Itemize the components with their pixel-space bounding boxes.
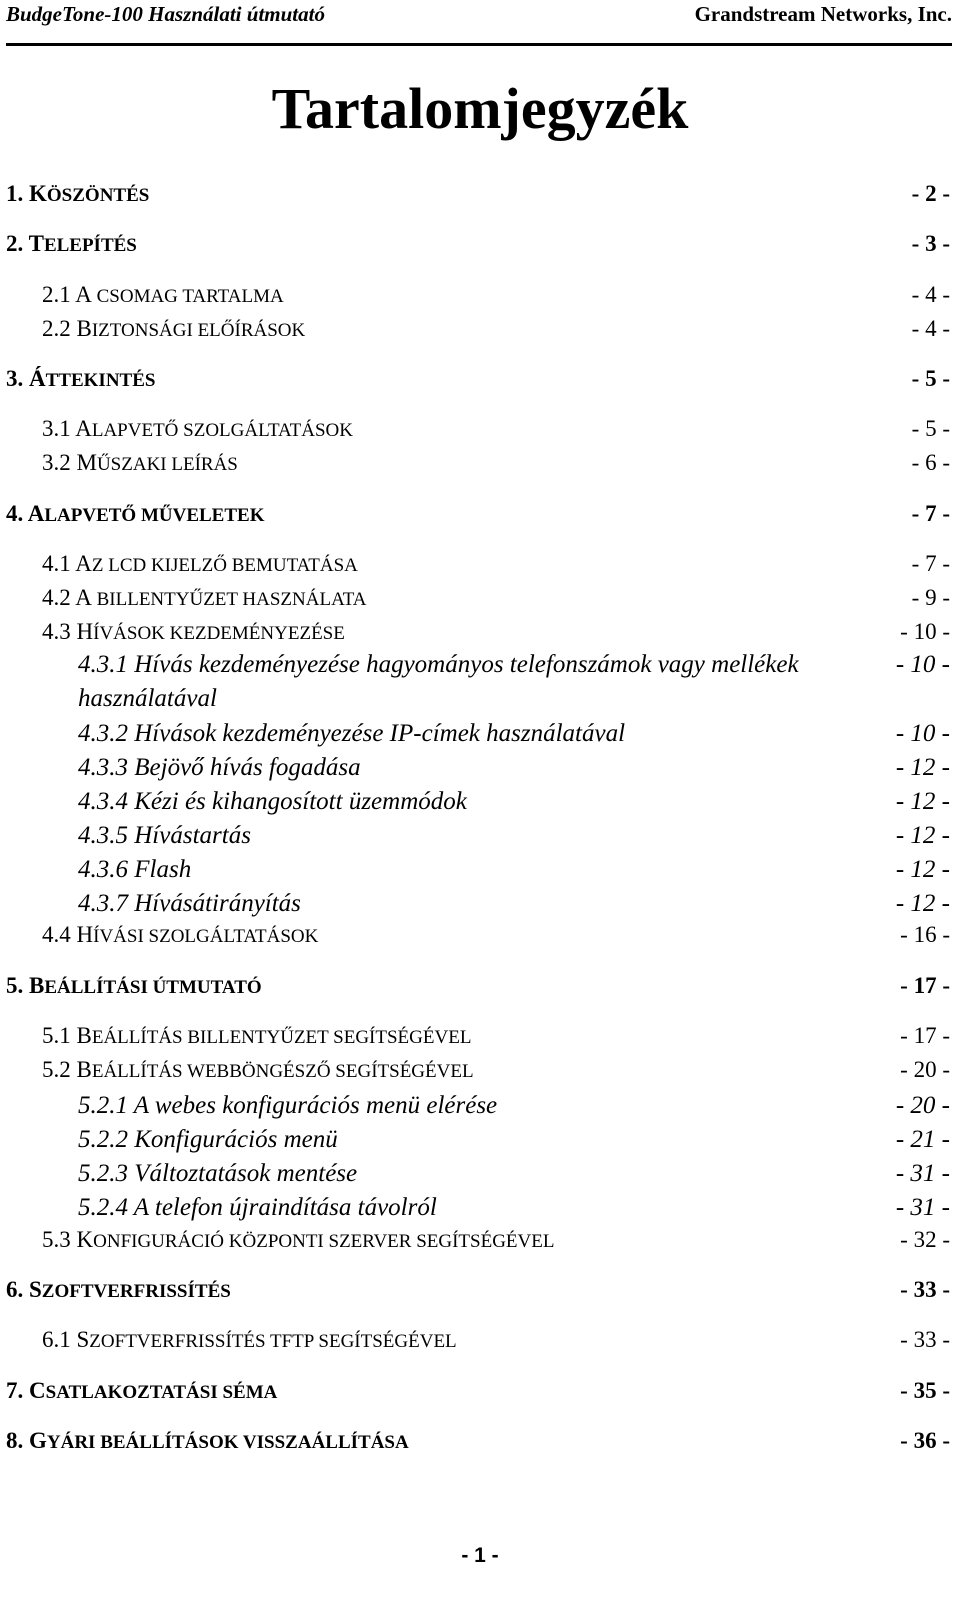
toc-entry-title bbox=[42, 1226, 554, 1256]
toc-entry-number: 5. bbox=[6, 973, 29, 998]
toc-entry[interactable] bbox=[6, 1157, 950, 1191]
toc-entry-page: - 17 - bbox=[900, 973, 950, 998]
header-company-name: Grandstream Networks, Inc. bbox=[694, 2, 952, 26]
toc-entry-rest: Z LCD KIJELZŐ BEMUTATÁSA bbox=[91, 555, 358, 576]
toc-entry-rest: LAPVETŐ SZOLGÁLTATÁSOK bbox=[91, 420, 353, 441]
toc-entry-rest: CSOMAG TARTALMA bbox=[91, 286, 284, 307]
toc-entry-page: - 10 - bbox=[895, 651, 950, 678]
toc-entry-number: 2.1 bbox=[42, 282, 76, 307]
toc-entry-number: 4.2 bbox=[42, 585, 76, 610]
toc-entry[interactable] bbox=[6, 1276, 950, 1306]
toc-entry-page: - 7 - bbox=[911, 551, 950, 576]
toc-entry-page: - 5 - bbox=[911, 366, 950, 391]
toc-entry[interactable] bbox=[6, 717, 950, 751]
toc-entry-number: 6.1 bbox=[42, 1327, 77, 1352]
toc-entry-title: 5.2.4 A telefon újraindítása távolról bbox=[78, 1194, 437, 1221]
toc-entry-page: - 36 - bbox=[900, 1428, 950, 1453]
toc-entry-initial: C bbox=[29, 1378, 46, 1403]
toc-entry[interactable] bbox=[6, 180, 950, 210]
toc-entry-rest: ZOFTVERFRISSÍTÉS bbox=[41, 1281, 231, 1302]
toc-entry-rest: EÁLLÍTÁSI ÚTMUTATÓ bbox=[44, 977, 262, 998]
toc-entry-number: 4.3 bbox=[42, 619, 77, 644]
toc-entry-title bbox=[6, 972, 262, 1002]
toc-entry-page: - 12 - bbox=[895, 754, 950, 781]
toc-entry-title bbox=[6, 1276, 231, 1306]
toc-entry[interactable] bbox=[6, 921, 950, 951]
toc-entry-rest: BILLENTYŰZET HASZNÁLATA bbox=[91, 589, 367, 610]
toc-entry[interactable] bbox=[6, 584, 950, 614]
toc-entry-initial: A bbox=[75, 551, 92, 576]
toc-title: Tartalomjegyzék bbox=[271, 76, 689, 141]
toc-entry-title: 4.3.6 Flash bbox=[78, 856, 192, 883]
toc-entry-number: 7. bbox=[6, 1378, 29, 1403]
toc-entry-number: 6. bbox=[6, 1277, 29, 1302]
toc-entry-page: - 10 - bbox=[900, 619, 950, 644]
toc-entry[interactable] bbox=[6, 1326, 950, 1356]
footer-page-number: - 1 - bbox=[461, 1544, 499, 1567]
toc-entry-rest: SATLAKOZTATÁSI SÉMA bbox=[45, 1382, 278, 1403]
toc-entry-page: - 4 - bbox=[911, 316, 950, 341]
toc-entry[interactable] bbox=[6, 315, 950, 345]
toc-entry-initial: A bbox=[27, 501, 45, 526]
toc-entry-number: 3.2 bbox=[42, 450, 77, 475]
toc-entry-number: 5.2 bbox=[42, 1057, 77, 1082]
toc-entry-title: 4.3.4 Kézi és kihangosított üzemmódok bbox=[78, 788, 467, 815]
toc-entry[interactable] bbox=[6, 853, 950, 887]
toc-entry-title bbox=[42, 618, 345, 648]
toc-entry-page: - 12 - bbox=[895, 822, 950, 849]
toc-entry-page: - 3 - bbox=[911, 231, 950, 256]
toc-entry-number: 3.1 bbox=[42, 416, 76, 441]
toc-entry[interactable] bbox=[6, 785, 950, 819]
toc-entry-page: - 16 - bbox=[900, 922, 950, 947]
toc-entry[interactable] bbox=[6, 1022, 950, 1052]
toc-entry-page: - 7 - bbox=[911, 501, 950, 526]
toc-entry[interactable] bbox=[6, 449, 950, 479]
toc-entry-page: - 21 - bbox=[895, 1126, 950, 1153]
toc-entry-rest: LAPVETŐ MŰVELETEK bbox=[44, 505, 265, 526]
toc-entry[interactable] bbox=[6, 1089, 950, 1123]
toc-entry[interactable] bbox=[6, 972, 950, 1002]
toc-entry[interactable] bbox=[6, 1427, 950, 1457]
toc-entry[interactable] bbox=[6, 500, 950, 530]
toc-entry-number: 2. bbox=[6, 231, 29, 256]
toc-entry-page: - 5 - bbox=[911, 416, 950, 441]
toc-entry[interactable] bbox=[6, 887, 950, 921]
toc-entry-title bbox=[42, 921, 318, 951]
toc-entry[interactable] bbox=[6, 550, 950, 580]
toc-entry-initial: A bbox=[75, 282, 92, 307]
toc-entry-title bbox=[42, 315, 305, 345]
toc-entry-rest: ELEPÍTÉS bbox=[43, 235, 137, 256]
toc-entry-initial: A bbox=[75, 585, 92, 610]
toc-entry-page: - 31 - bbox=[895, 1194, 950, 1221]
toc-entry-rest: ONFIGURÁCIÓ KÖZPONTI SZERVER SEGÍTSÉGÉVEL bbox=[93, 1231, 555, 1252]
toc-entry-rest: EÁLLÍTÁS BILLENTYŰZET SEGÍTSÉGÉVEL bbox=[91, 1027, 472, 1048]
toc-entry-initial: B bbox=[76, 1057, 92, 1082]
toc-entry-title: 5.2.1 A webes konfigurációs menü elérése bbox=[78, 1092, 498, 1119]
toc-entry-title: 4.3.5 Hívástartás bbox=[78, 822, 251, 849]
toc-entry-initial: S bbox=[76, 1327, 90, 1352]
toc-entry-title: 5.2.2 Konfigurációs menü bbox=[78, 1126, 338, 1153]
toc-entry-number: 5.1 bbox=[42, 1023, 77, 1048]
toc-entry-initial: G bbox=[29, 1428, 47, 1453]
toc-entry-page: - 2 - bbox=[911, 181, 950, 206]
toc-entry-page: - 35 - bbox=[900, 1378, 950, 1403]
toc-entry-initial: H bbox=[76, 619, 94, 644]
toc-entry-initial: S bbox=[29, 1277, 42, 1302]
toc-entry-page: - 10 - bbox=[895, 720, 950, 747]
toc-entry-title: 4.3.2 Hívások kezdeményezése IP-címek használatával bbox=[78, 720, 626, 747]
toc-entry-title: 4.3.1 Hívás kezdeményezése hagyományos telefonszámok vagy mellékek használatával bbox=[78, 651, 799, 712]
toc-entry-initial: B bbox=[29, 973, 45, 998]
header-document-title: BudgeTone-100 Használati útmutató bbox=[6, 2, 325, 26]
toc-entry-page: - 31 - bbox=[895, 1160, 950, 1187]
toc-entry-initial: B bbox=[76, 1023, 92, 1048]
toc-entry-title bbox=[6, 500, 264, 530]
toc-entry[interactable] bbox=[6, 1056, 950, 1086]
toc-entry-title bbox=[6, 230, 137, 260]
toc-entry-rest: EÁLLÍTÁS WEBBÖNGÉSZŐ SEGÍTSÉGÉVEL bbox=[91, 1061, 474, 1082]
toc-entry[interactable] bbox=[6, 1191, 950, 1225]
toc-entry[interactable] bbox=[6, 281, 950, 311]
toc-entry-page: - 6 - bbox=[911, 450, 950, 475]
toc-entry-number: 4.4 bbox=[42, 922, 77, 947]
toc-entry-title bbox=[42, 449, 238, 479]
toc-entry[interactable] bbox=[6, 751, 950, 785]
toc-entry-title bbox=[42, 281, 284, 311]
toc-entry-title bbox=[42, 1056, 474, 1086]
toc-entry-number: 8. bbox=[6, 1428, 29, 1453]
toc-entry-page: - 33 - bbox=[900, 1327, 950, 1352]
toc-entry[interactable] bbox=[6, 230, 950, 260]
toc-entry[interactable] bbox=[6, 618, 950, 648]
toc-entry-rest: ŰSZAKI LEÍRÁS bbox=[96, 454, 238, 475]
toc-entry-title bbox=[6, 1377, 277, 1407]
toc-entry-title bbox=[6, 180, 149, 210]
toc-entry-initial: T bbox=[28, 231, 44, 256]
toc-entry-rest: ÍVÁSI SZOLGÁLTATÁSOK bbox=[93, 926, 319, 947]
toc-entry-page: - 12 - bbox=[895, 890, 950, 917]
toc-entry-rest: ZOFTVERFRISSÍTÉS TFTP SEGÍTSÉGÉVEL bbox=[89, 1331, 457, 1352]
toc-entry-number: 4.1 bbox=[42, 551, 76, 576]
toc-entry-title: 5.2.3 Változtatások mentése bbox=[78, 1160, 358, 1187]
toc-entry-rest: ÍVÁSOK KEZDEMÉNYEZÉSE bbox=[93, 623, 345, 644]
toc-entry-page: - 20 - bbox=[895, 1092, 950, 1119]
toc-entry-number: 1. bbox=[6, 181, 29, 206]
toc-entry-initial: A bbox=[75, 416, 92, 441]
toc-entry-title bbox=[42, 1022, 471, 1052]
toc-entry-title: 4.3.3 Bejövő hívás fogadása bbox=[78, 754, 361, 781]
toc-entry-title bbox=[42, 1326, 457, 1356]
toc-entry-rest: TTEKINTÉS bbox=[45, 370, 156, 391]
toc-entry-number: 5.3 bbox=[42, 1227, 77, 1252]
toc-entry[interactable] bbox=[6, 365, 950, 395]
toc-entry-number: 2.2 bbox=[42, 316, 77, 341]
toc-entry-page: - 4 - bbox=[911, 282, 950, 307]
toc-entry-page: - 20 - bbox=[900, 1057, 950, 1082]
toc-entry-initial: K bbox=[76, 1227, 94, 1252]
toc-entry-title: 4.3.7 Hívásátirányítás bbox=[78, 890, 301, 917]
toc-entry-page: - 12 - bbox=[895, 788, 950, 815]
toc-entry-title bbox=[6, 365, 155, 395]
toc-entry-page: - 17 - bbox=[900, 1023, 950, 1048]
toc-entry[interactable] bbox=[6, 819, 950, 853]
page-header bbox=[6, 0, 952, 46]
toc-entry[interactable] bbox=[6, 648, 950, 716]
toc-entry-rest: YÁRI BEÁLLÍTÁSOK VISSZAÁLLÍTÁSA bbox=[46, 1432, 409, 1453]
toc-entry-number: 3. bbox=[6, 366, 29, 391]
toc-entry-rest: ÖSZÖNTÉS bbox=[46, 185, 150, 206]
toc-entry-title bbox=[42, 584, 367, 614]
toc-entry[interactable] bbox=[6, 1377, 950, 1407]
toc-entry-initial: H bbox=[76, 922, 94, 947]
toc-entry-page: - 32 - bbox=[900, 1227, 950, 1252]
toc-entry-initial: K bbox=[29, 181, 47, 206]
toc-entry-rest: IZTONSÁGI ELŐÍRÁSOK bbox=[91, 320, 306, 341]
toc-entry-page: - 33 - bbox=[900, 1277, 950, 1302]
toc-entry[interactable] bbox=[6, 415, 950, 445]
toc-entry-initial: M bbox=[76, 450, 97, 475]
toc-entry-title bbox=[42, 550, 358, 580]
toc-entry-page: - 9 - bbox=[911, 585, 950, 610]
toc-entry[interactable] bbox=[6, 1123, 950, 1157]
toc-entry-title bbox=[42, 415, 353, 445]
toc-entry-title bbox=[6, 1427, 409, 1457]
toc-entry[interactable] bbox=[6, 1226, 950, 1256]
toc-entry-page: - 12 - bbox=[895, 856, 950, 883]
toc-entry-number: 4. bbox=[6, 501, 28, 526]
toc-entry-initial: Á bbox=[29, 366, 46, 391]
toc-entry-initial: B bbox=[76, 316, 92, 341]
